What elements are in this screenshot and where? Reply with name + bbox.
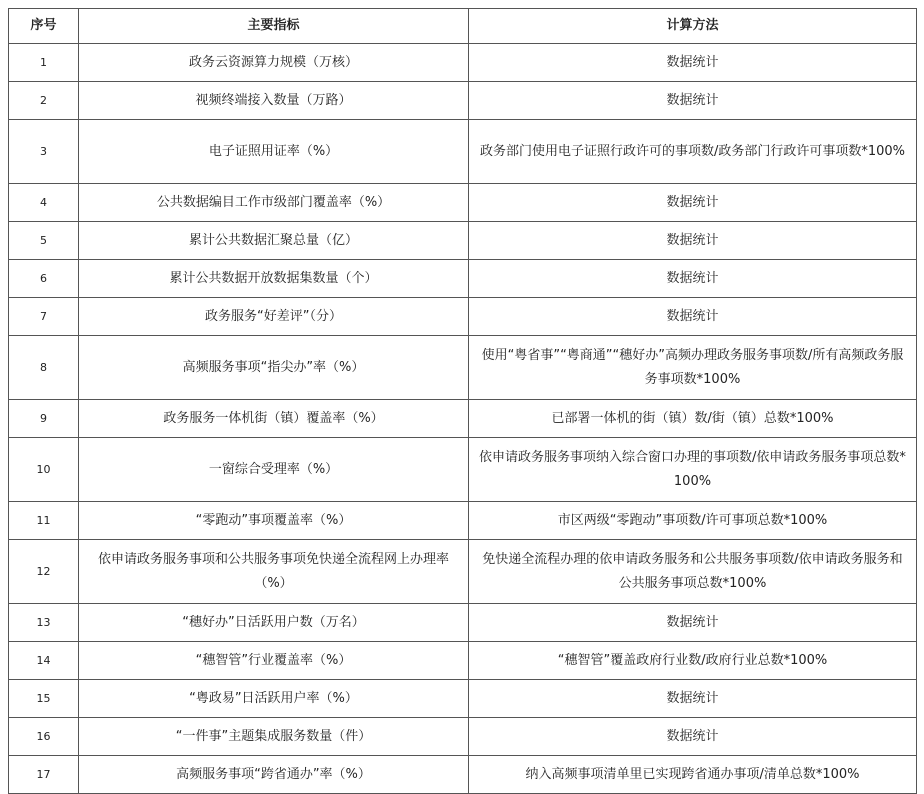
table-row [9,82,917,120]
row-index: 8 [9,336,79,400]
row-method: 数据统计 [469,604,917,642]
row-indicator: “一件事”主题集成服务数量（件） [79,718,469,756]
row-method: 已部署一体机的街（镇）数/街（镇）总数*100% [469,400,917,438]
row-method: 数据统计 [469,82,917,120]
table-row [9,184,917,222]
row-index: 17 [9,756,79,794]
row-method: 政务部门使用电子证照行政许可的事项数/政务部门行政许可事项数*100% [469,120,917,184]
row-method: 数据统计 [469,718,917,756]
row-index: 3 [9,120,79,184]
row-index: 11 [9,502,79,540]
table-row [9,680,917,718]
row-index: 7 [9,298,79,336]
table-row [9,756,917,794]
header-indicator: 主要指标 [79,9,469,44]
row-method: 数据统计 [469,222,917,260]
row-index: 6 [9,260,79,298]
row-index: 15 [9,680,79,718]
row-method: “穗智管”覆盖政府行业数/政府行业总数*100% [469,642,917,680]
row-indicator: 视频终端接入数量（万路） [79,82,469,120]
row-indicator: 累计公共数据汇聚总量（亿） [79,222,469,260]
table-row [9,222,917,260]
row-indicator: “穗好办”日活跃用户数（万名） [79,604,469,642]
row-indicator: 高频服务事项“跨省通办”率（%） [79,756,469,794]
row-indicator: “粤政易”日活跃用户率（%） [79,680,469,718]
indicator-table [8,8,917,794]
row-method: 市区两级“零跑动”事项数/许可事项总数*100% [469,502,917,540]
row-index: 5 [9,222,79,260]
row-method: 纳入高频事项清单里已实现跨省通办事项/清单总数*100% [469,756,917,794]
row-indicator: 公共数据编目工作市级部门覆盖率（%） [79,184,469,222]
row-index: 2 [9,82,79,120]
row-method: 免快递全流程办理的依申请政务服务和公共服务事项数/依申请政务服务和公共服务事项总数*100% [469,540,917,604]
row-index: 4 [9,184,79,222]
table-header-row [9,9,917,44]
row-index: 10 [9,438,79,502]
table-row [9,502,917,540]
row-method: 数据统计 [469,44,917,82]
row-indicator: 依申请政务服务事项和公共服务事项免快递全流程网上办理率（%） [79,540,469,604]
table-row [9,438,917,502]
row-index: 13 [9,604,79,642]
row-method: 数据统计 [469,680,917,718]
table-row [9,336,917,400]
row-index: 12 [9,540,79,604]
row-indicator: 政务服务一体机街（镇）覆盖率（%） [79,400,469,438]
table-row [9,718,917,756]
row-method: 数据统计 [469,260,917,298]
table-row [9,120,917,184]
row-index: 16 [9,718,79,756]
table-row [9,260,917,298]
table-row [9,642,917,680]
row-indicator: 一窗综合受理率（%） [79,438,469,502]
table-row [9,540,917,604]
header-index: 序号 [9,9,79,44]
row-method: 使用“粤省事”“粤商通”“穗好办”高频办理政务服务事项数/所有高频政务服务事项数*100% [469,336,917,400]
row-method: 数据统计 [469,298,917,336]
row-index: 14 [9,642,79,680]
table-row [9,298,917,336]
row-indicator: 政务云资源算力规模（万核） [79,44,469,82]
row-indicator: 政务服务“好差评”（分） [79,298,469,336]
row-indicator: 高频服务事项“指尖办”率（%） [79,336,469,400]
row-indicator: “穗智管”行业覆盖率（%） [79,642,469,680]
row-method: 数据统计 [469,184,917,222]
table-row [9,44,917,82]
table-row [9,400,917,438]
row-index: 9 [9,400,79,438]
header-method: 计算方法 [469,9,917,44]
row-indicator: 累计公共数据开放数据集数量（个） [79,260,469,298]
row-indicator: “零跑动”事项覆盖率（%） [79,502,469,540]
row-index: 1 [9,44,79,82]
row-indicator: 电子证照用证率（%） [79,120,469,184]
row-method: 依申请政务服务事项纳入综合窗口办理的事项数/依申请政务服务事项总数*100% [469,438,917,502]
table-row [9,604,917,642]
